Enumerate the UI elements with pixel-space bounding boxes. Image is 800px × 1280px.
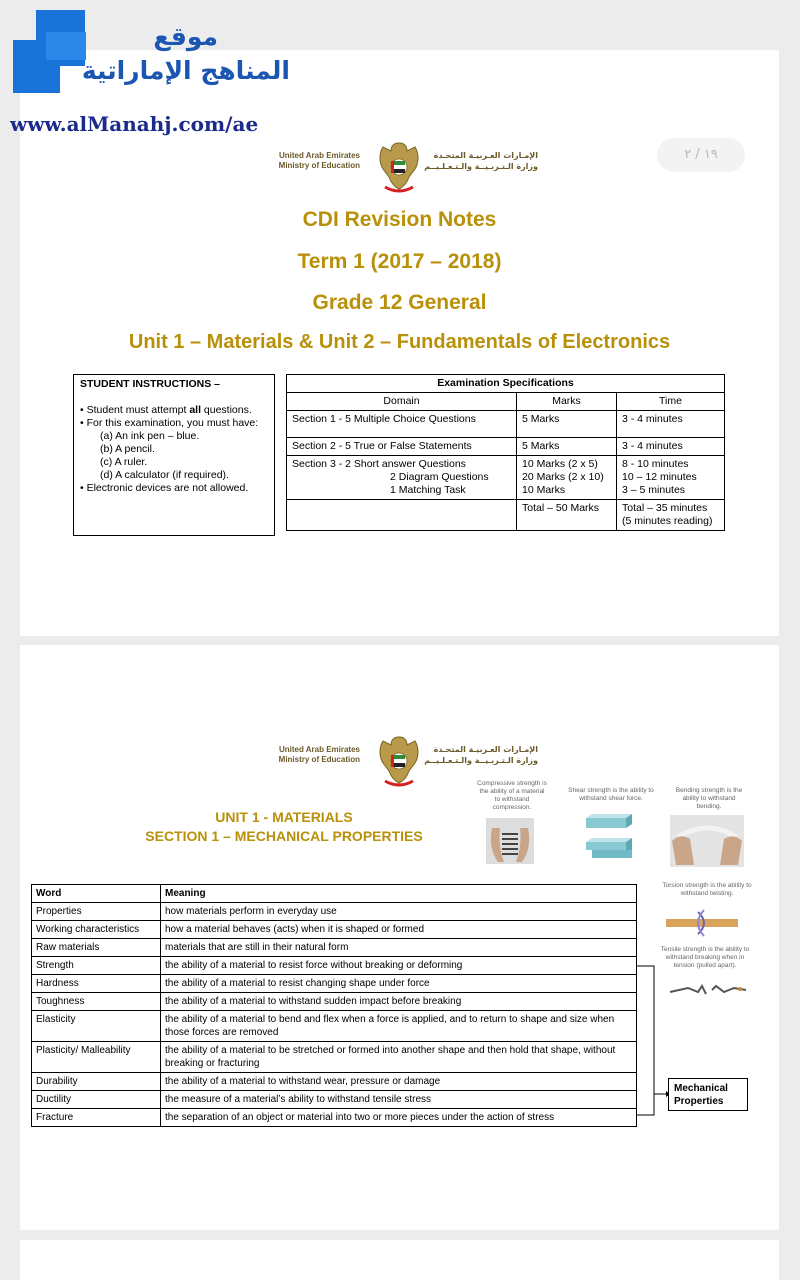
meaning-cell: the ability of a material to withstand sudden impact before breaking <box>161 993 637 1011</box>
spec-cell: Section 2 - 5 True or False Statements <box>287 438 517 456</box>
word-cell: Ductility <box>32 1091 161 1109</box>
table-row <box>32 1042 637 1073</box>
spec-cell: Total – 50 Marks <box>517 500 617 531</box>
ministry-name-ar-line1: الإمـارات العـربيـة المتحـدة <box>433 151 538 160</box>
tensile-break-image <box>668 978 748 1002</box>
ministry-name-ar-line1: الإمـارات العـربيـة المتحـدة <box>433 745 538 754</box>
meaning-cell: the ability of a material to be stretched or formed into another shape and then hold that shape, without breaking or fracturing <box>161 1042 637 1073</box>
watermark-arabic-line2: المناهج الإماراتية <box>81 56 290 85</box>
bending-image <box>670 815 744 867</box>
shear-blocks-image <box>584 812 634 862</box>
table-row <box>32 957 637 975</box>
student-instructions-box <box>73 374 275 536</box>
spec-header-marks: Marks <box>517 393 617 411</box>
title-grade: Grade 12 General <box>312 291 487 314</box>
meaning-cell: how materials perform in everyday use <box>161 903 637 921</box>
ministry-name-ar-line2: وزارة الـتـربـيــة والـتـعـلـيــم <box>424 162 538 171</box>
spec-cell: 3 - 4 minutes <box>617 411 725 438</box>
word-cell: Hardness <box>32 975 161 993</box>
caption-compressive: Compressive strength is the ability of a material to withstand compression. <box>477 780 547 811</box>
ministry-name-ar-line2: وزارة الـتـربـيــة والـتـعـلـيــم <box>424 756 538 765</box>
meaning-cell: the ability of a material to resist changing shape under force <box>161 975 637 993</box>
table-row <box>32 1011 637 1042</box>
caption-shear: Shear strength is the ability to withstand shear force. <box>568 787 654 802</box>
table-row <box>32 1091 637 1109</box>
table-row <box>32 975 637 993</box>
spec-header-domain: Domain <box>287 393 517 411</box>
instructions-title: STUDENT INSTRUCTIONS – <box>80 378 221 390</box>
spec-cell: Total – 35 minutes (5 minutes reading) <box>617 500 725 531</box>
word-cell: Working characteristics <box>32 921 161 939</box>
spec-cell: 8 - 10 minutes 10 – 12 minutes 3 – 5 minutes <box>617 456 725 500</box>
table-row <box>32 993 637 1011</box>
table-row <box>32 939 637 957</box>
title-revision-notes: CDI Revision Notes <box>302 208 497 231</box>
table-row <box>32 903 637 921</box>
ministry-name-en-line1: United Arab Emirates <box>278 151 360 160</box>
instruction-line: (c) A ruler. <box>100 456 148 468</box>
uae-emblem-icon <box>373 731 425 789</box>
spec-cell <box>287 500 517 531</box>
table-row <box>32 1073 637 1091</box>
spec-header-time: Time <box>617 393 725 411</box>
mechanical-properties-table <box>31 884 637 1127</box>
spec-cell: Section 3 - 2 Short answer Questions 2 Diagram Questions 1 Matching Task <box>287 456 517 500</box>
watermark-arabic-line1: موقع <box>153 22 218 51</box>
word-cell: Elasticity <box>32 1011 161 1042</box>
page-number-badge: ١٩ / ٢ <box>657 138 745 172</box>
header-word: Word <box>32 885 161 903</box>
table-row <box>32 1109 637 1127</box>
meaning-cell: materials that are still in their natural form <box>161 939 637 957</box>
meaning-cell: how a material behaves (acts) when it is shaped or formed <box>161 921 637 939</box>
instruction-line: • Student must attempt all questions. <box>80 404 252 416</box>
spec-table-title: Examination Specifications <box>287 375 725 393</box>
table-row <box>287 438 725 456</box>
instruction-line: • Electronic devices are not allowed. <box>80 482 249 494</box>
spec-cell: 5 Marks <box>517 411 617 438</box>
spec-cell: 5 Marks <box>517 438 617 456</box>
word-cell: Fracture <box>32 1109 161 1127</box>
table-row <box>287 411 725 438</box>
spec-cell: 3 - 4 minutes <box>617 438 725 456</box>
meaning-cell: the ability of a material to bend and flex when a force is applied, and to return to shape and size when those forces are removed <box>161 1011 637 1042</box>
meaning-cell: the separation of an object or material into two or more pieces under the action of stress <box>161 1109 637 1127</box>
word-cell: Strength <box>32 957 161 975</box>
word-cell: Plasticity/ Malleability <box>32 1042 161 1073</box>
word-cell: Properties <box>32 903 161 921</box>
meaning-cell: the measure of a material’s ability to withstand tensile stress <box>161 1091 637 1109</box>
caption-bending: Bending strength is the ability to withstand bending. <box>675 787 743 810</box>
torsion-image <box>664 908 740 938</box>
word-cell: Raw materials <box>32 939 161 957</box>
watermark-url: www.alManahj.com/ae <box>10 112 259 136</box>
word-cell: Durability <box>32 1073 161 1091</box>
mechanical-properties-label: Mechanical Properties <box>668 1078 748 1111</box>
header-meaning: Meaning <box>161 885 637 903</box>
document-page-3 <box>20 1240 779 1280</box>
section-title: SECTION 1 – MECHANICAL PROPERTIES <box>145 828 423 844</box>
title-term: Term 1 (2017 – 2018) <box>297 250 502 273</box>
bracket-connector <box>636 965 670 1125</box>
spec-cell: Section 1 - 5 Multiple Choice Questions <box>287 411 517 438</box>
instruction-line: (d) A calculator (if required). <box>100 469 229 481</box>
table-row <box>287 500 725 531</box>
title-units: Unit 1 – Materials & Unit 2 – Fundamentals of Electronics <box>128 331 671 353</box>
caption-tensile: Tensile strength is the ability to withstand breaking when in tension (pulled apart). <box>660 946 750 969</box>
ministry-name-en-line2: Ministry of Education <box>278 755 360 764</box>
instruction-line: (a) An ink pen – blue. <box>100 430 200 442</box>
ministry-name-en-line1: United Arab Emirates <box>278 745 360 754</box>
compression-spring-image <box>486 818 534 864</box>
caption-torsion: Torsion strength is the ability to withstand twisting. <box>662 882 752 897</box>
meaning-cell: the ability of a material to resist force without breaking or deforming <box>161 957 637 975</box>
instruction-line: (b) A pencil. <box>100 443 155 455</box>
ministry-name-en-line2: Ministry of Education <box>278 161 360 170</box>
word-cell: Toughness <box>32 993 161 1011</box>
instruction-line: • For this examination, you must have: <box>80 417 259 429</box>
table-row <box>287 456 725 500</box>
exam-specifications-table <box>286 374 725 531</box>
spec-cell: 10 Marks (2 x 5) 20 Marks (2 x 10) 10 Marks <box>517 456 617 500</box>
table-row <box>32 921 637 939</box>
uae-emblem-icon <box>373 137 425 195</box>
unit-title: UNIT 1 - MATERIALS <box>215 809 353 825</box>
meaning-cell: the ability of a material to withstand wear, pressure or damage <box>161 1073 637 1091</box>
